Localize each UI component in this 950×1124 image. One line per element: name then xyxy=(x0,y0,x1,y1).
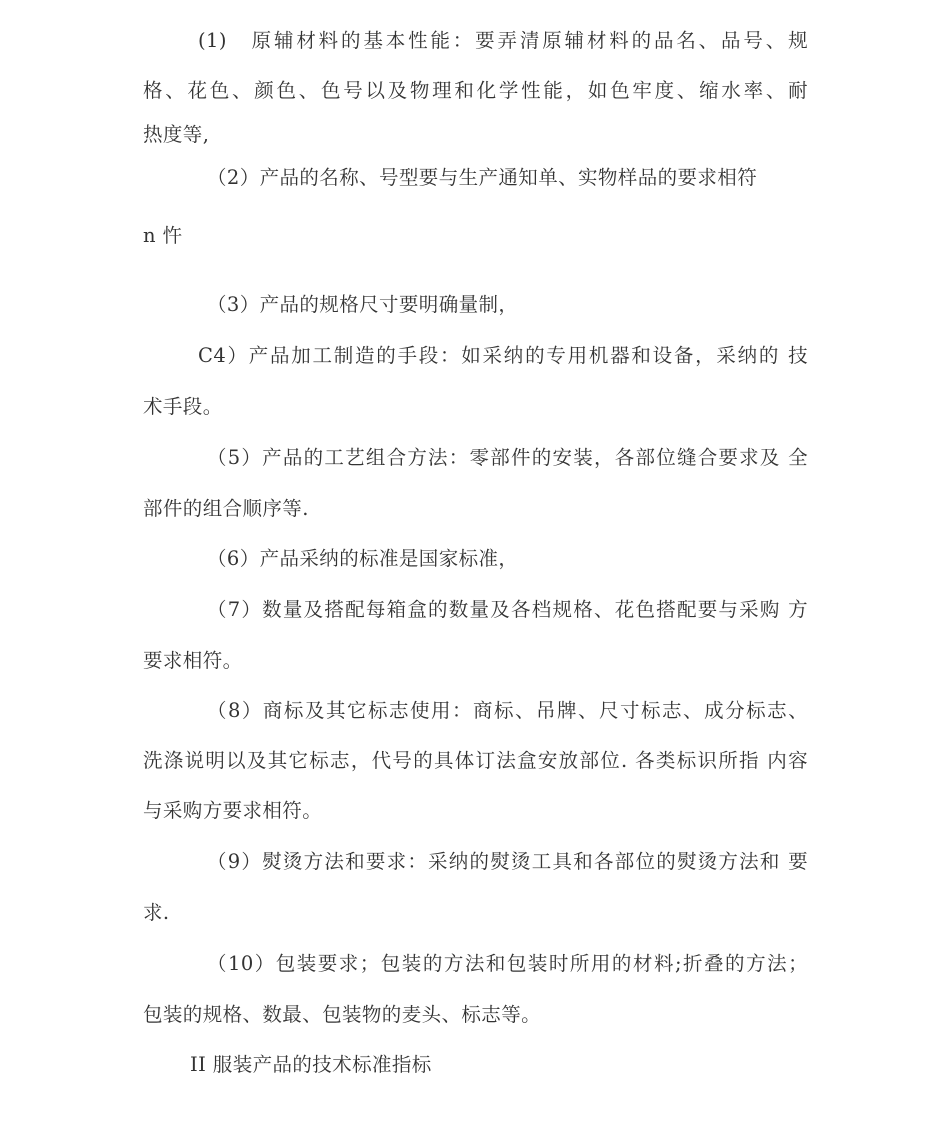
paragraph-4-line-2: 术手段。 xyxy=(143,395,223,418)
paragraph-6-line-1: （6）产品采纳的标准是国家标准， xyxy=(207,547,519,570)
paragraph-1-line-1: (1) 原辅材料的基本性能：要弄清原辅材料的品名、品号、规 xyxy=(198,29,808,52)
paragraph-2-line-1: （2）产品的名称、号型要与生产通知单、实物样品的要求相符 xyxy=(207,166,758,189)
paragraph-5-line-1: （5）产品的工艺组合方法：零部件的安装，各部位缝合要求及 全 xyxy=(207,446,808,469)
paragraph-1-line-3: 热度等, xyxy=(143,123,210,146)
paragraph-1-line-2: 格、花色、颜色、色号以及物理和化学性能，如色牢度、缩水率、耐 xyxy=(143,79,808,102)
paragraph-8-line-1: （8）商标及其它标志使用：商标、吊牌、尺寸标志、成分标志、 xyxy=(207,699,808,722)
paragraph-9-line-1: （9）熨烫方法和要求：采纳的熨烫工具和各部位的熨烫方法和 要 xyxy=(207,850,808,873)
section-heading: II 服装产品的技术标准指标 xyxy=(190,1053,432,1076)
paragraph-5-line-2: 部件的组合顺序等. xyxy=(143,497,309,520)
paragraph-10-line-1: （10）包装要求；包装的方法和包装时所用的材料;折叠的方法； xyxy=(207,952,808,975)
paragraph-9-line-2: 求. xyxy=(143,901,170,924)
paragraph-7-line-2: 要求相符。 xyxy=(143,649,243,672)
paragraph-3-line-1: （3）产品的规格尺寸要明确量制， xyxy=(207,293,519,316)
paragraph-8-line-3: 与采购方要求相符。 xyxy=(143,799,323,822)
paragraph-10-line-2: 包装的规格、数最、包装物的麦头、标志等。 xyxy=(143,1003,542,1026)
paragraph-2-line-2: n 忤 xyxy=(143,224,183,247)
paragraph-8-line-2: 洗涤说明以及其它标志，代号的具体订法盒安放部位. 各类标识所指 内容 xyxy=(143,749,808,772)
paragraph-4-line-1: C4）产品加工制造的手段：如采纳的专用机器和设备，采纳的 技 xyxy=(198,344,808,367)
paragraph-7-line-1: （7）数量及搭配每箱盒的数量及各档规格、花色搭配要与采购 方 xyxy=(207,598,808,621)
